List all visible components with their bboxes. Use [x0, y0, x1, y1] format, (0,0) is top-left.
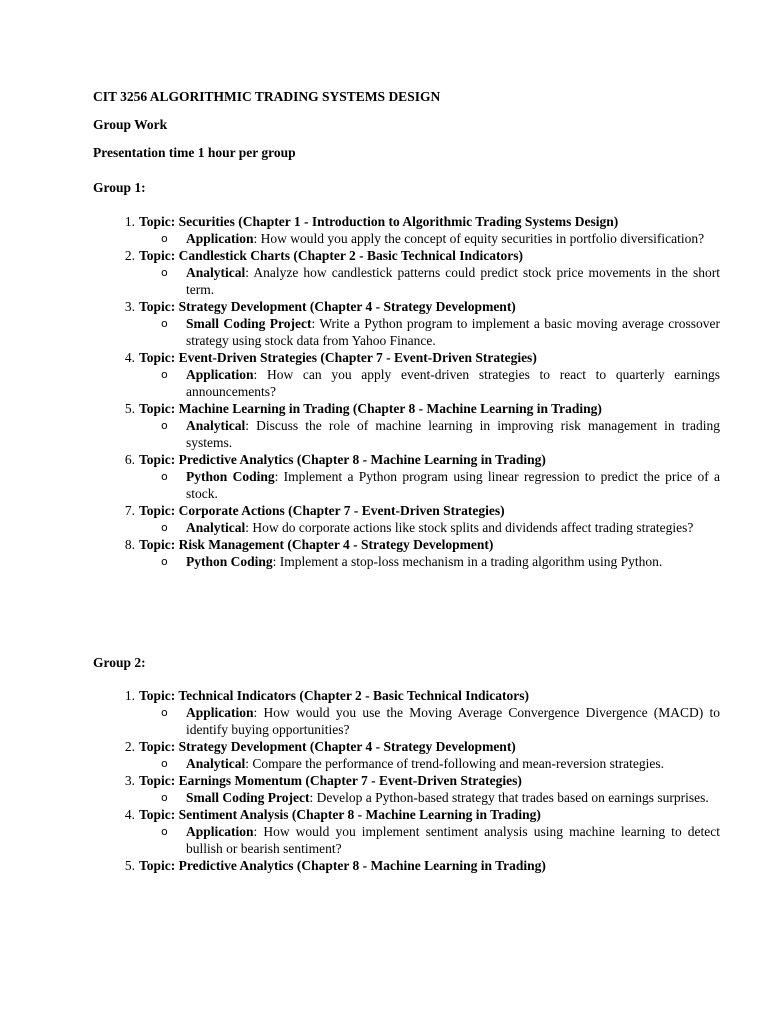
- bullet-icon: o: [161, 317, 168, 330]
- topic-number: 3.: [124, 299, 135, 314]
- topic-task: [139, 230, 720, 247]
- task-type-label: Analytical: [186, 756, 246, 771]
- subtitle-group-work: Group Work: [93, 117, 168, 132]
- topic-task: [139, 264, 720, 298]
- task-type-label: Application: [186, 367, 254, 382]
- topic-title: Topic: Risk Management (Chapter 4 - Strategy Development): [139, 537, 494, 552]
- topic-title: Topic: Event-Driven Strategies (Chapter 7 - Event-Driven Strategies): [139, 350, 537, 365]
- bullet-icon: o: [161, 368, 168, 381]
- bullet-icon: o: [161, 232, 168, 245]
- topic-title: Topic: Predictive Analytics (Chapter 8 - Machine Learning in Trading): [139, 858, 546, 873]
- task-description: : Analyze how candlestick patterns could predict stock price movements in the short term.: [186, 265, 720, 297]
- topic-number: 2.: [124, 739, 135, 754]
- task-type-label: Application: [186, 824, 254, 839]
- task-description: : How would you implement sentiment analysis using machine learning to detect bullish or bearish sentiment?: [186, 824, 720, 856]
- task-description: : Implement a stop-loss mechanism in a trading algorithm using Python.: [272, 554, 663, 569]
- task-type-label: Python Coding: [186, 469, 275, 484]
- topic-number: 1.: [124, 688, 135, 703]
- topic-title: Topic: Predictive Analytics (Chapter 8 - Machine Learning in Trading): [139, 452, 546, 467]
- bullet-icon: o: [161, 521, 168, 534]
- topic-item: [124, 687, 720, 738]
- task-type-label: Analytical: [186, 265, 246, 280]
- task-description: : Implement a Python program using linear regression to predict the price of a stock.: [186, 469, 720, 501]
- task-type-label: Application: [186, 231, 254, 246]
- task-type-label: Python Coding: [186, 554, 273, 569]
- topic-task: [139, 704, 720, 738]
- bullet-icon: o: [161, 266, 168, 279]
- task-description: : Write a Python program to implement a basic moving average crossover strategy using stock data from Yahoo Finance.: [186, 316, 720, 348]
- task-type-label: Analytical: [186, 418, 246, 433]
- topic-title: Topic: Candlestick Charts (Chapter 2 - Basic Technical Indicators): [139, 248, 524, 263]
- topic-title: Topic: Earnings Momentum (Chapter 7 - Event-Driven Strategies): [139, 773, 522, 788]
- bullet-icon: o: [161, 419, 168, 432]
- task-description: : How do corporate actions like stock splits and dividends affect trading strategies?: [245, 520, 694, 535]
- topic-task: [139, 789, 720, 806]
- bullet-icon: o: [161, 757, 168, 770]
- task-description: : How would you apply the concept of equity securities in portfolio diversification?: [253, 231, 705, 246]
- topic-title: Topic: Sentiment Analysis (Chapter 8 - Machine Learning in Trading): [139, 807, 541, 822]
- task-type-label: Small Coding Project: [186, 316, 312, 331]
- task-description: : Develop a Python-based strategy that trades based on earnings surprises.: [309, 790, 709, 805]
- topic-number: 5.: [124, 401, 135, 416]
- task-type-label: Application: [186, 705, 254, 720]
- topic-task: [139, 823, 720, 857]
- group-1-heading: Group 1:: [93, 180, 146, 195]
- topic-number: 3.: [124, 773, 135, 788]
- topic-item: [124, 213, 720, 247]
- topic-title: Topic: Machine Learning in Trading (Chapter 8 - Machine Learning in Trading): [139, 401, 602, 416]
- bullet-icon: o: [161, 825, 168, 838]
- topic-task: [139, 468, 720, 502]
- bullet-icon: o: [161, 791, 168, 804]
- topic-task: [139, 417, 720, 451]
- topic-number: 7.: [124, 503, 135, 518]
- topic-number: 1.: [124, 214, 135, 229]
- topic-task: [139, 519, 720, 536]
- topic-number: 8.: [124, 537, 135, 552]
- bullet-icon: o: [161, 470, 168, 483]
- group-2-topic-list: [93, 687, 720, 874]
- topic-title: Topic: Technical Indicators (Chapter 2 - Basic Technical Indicators): [139, 688, 530, 703]
- task-description: : How would you use the Moving Average Convergence Divergence (MACD) to identify buying opportunities?: [186, 705, 720, 737]
- task-description: : Discuss the role of machine learning in improving risk management in trading systems.: [186, 418, 720, 450]
- presentation-time: Presentation time 1 hour per group: [93, 145, 296, 160]
- topic-item: [124, 400, 720, 451]
- bullet-icon: o: [161, 706, 168, 719]
- topic-task: [139, 315, 720, 349]
- topic-number: 4.: [124, 807, 135, 822]
- topic-task: [139, 553, 720, 570]
- topic-number: 5.: [124, 858, 135, 873]
- topic-item: [124, 451, 720, 502]
- task-type-label: Analytical: [186, 520, 246, 535]
- bullet-icon: o: [161, 555, 168, 568]
- topic-title: Topic: Strategy Development (Chapter 4 - Strategy Development): [139, 739, 516, 754]
- topic-item: [124, 772, 720, 806]
- topic-item: [124, 349, 720, 400]
- group-1-topic-list: [93, 213, 720, 570]
- topic-item: [124, 536, 720, 570]
- topic-task: [139, 755, 720, 772]
- topic-task: [139, 366, 720, 400]
- topic-item: [124, 502, 720, 536]
- document-title: CIT 3256 ALGORITHMIC TRADING SYSTEMS DESIGN: [93, 89, 441, 104]
- topic-number: 6.: [124, 452, 135, 467]
- task-type-label: Small Coding Project: [186, 790, 310, 805]
- topic-item: [124, 298, 720, 349]
- task-description: : Compare the performance of trend-following and mean-reversion strategies.: [245, 756, 664, 771]
- topic-item: [124, 738, 720, 772]
- group-2-heading: Group 2:: [93, 655, 146, 670]
- topic-item: [124, 247, 720, 298]
- topic-title: Topic: Securities (Chapter 1 - Introduction to Algorithmic Trading Systems Design): [139, 214, 619, 229]
- topic-number: 4.: [124, 350, 135, 365]
- topic-item: [124, 857, 720, 874]
- task-description: : How can you apply event-driven strategies to react to quarterly earnings announcements?: [186, 367, 720, 399]
- topic-item: [124, 806, 720, 857]
- topic-number: 2.: [124, 248, 135, 263]
- topic-title: Topic: Strategy Development (Chapter 4 - Strategy Development): [139, 299, 516, 314]
- topic-title: Topic: Corporate Actions (Chapter 7 - Event-Driven Strategies): [139, 503, 505, 518]
